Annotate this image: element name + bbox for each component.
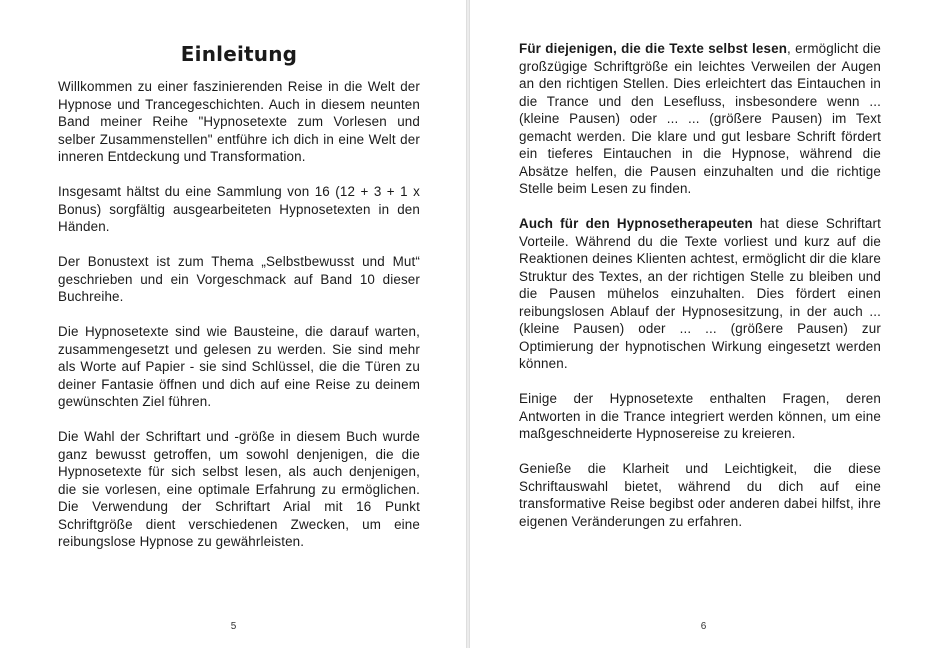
left-page (0, 0, 467, 648)
paragraph-self-readers-text: , ermöglicht die großzügige Schriftgröße ein leichtes Verweilen der Augen an den richtigen Stellen. Dies erleichtert das Eintauchen in die Trance und den Lesefluss, insbesondere wenn ... (kleine Pausen) oder ... ... (größere Pausen) im Text gemacht werden. Die klare und gut lesbare Schrift fördert ein tieferes Eintauchen in die Hypnose, während die Absätze helfen, die Pausen einzuhalten und die richtige Stelle beim Lesen zu finden. (519, 41, 881, 196)
paragraph-therapists-text: hat diese Schriftart Vorteile. Während du die Texte vorliest und kurz auf die Reaktionen deines Klienten achtest, ermöglicht dir die klare Struktur des Textes, an der richtigen Stelle zu bleiben und die Pausen mühelos einzuhalten. Dies fördert einen reibungslosen Ablauf der Hypnosesitzung, in der auch ... (kleine Pausen) oder ... ... (größere Pausen) zur Optimierung der hypnotischen Wirkung eingesetzt werden können. (519, 216, 881, 371)
paragraph-collection: Insgesamt hältst du eine Sammlung von 16 (12 + 3 + 1 x Bonus) sorgfältig ausgearbeiteten Hypnosetexten in den Händen. (58, 184, 420, 234)
left-text-column (58, 0, 420, 568)
page-number-right: 6 (700, 621, 707, 632)
paragraph-building-blocks: Die Hypnosetexte sind wie Bausteine, die darauf warten, zusammengesetzt und gelesen zu werden. Sie sind mehr als Worte auf Papier - sie sind Schlüssel, die die Türen zu deiner Fantasie öffnen und dich auf eine Reise zu deinem gewünschten Ziel führen. (58, 324, 420, 409)
paragraph-self-readers (519, 40, 881, 198)
page-title: Einleitung (180, 42, 298, 66)
paragraph-welcome: Willkommen zu einer faszinierenden Reise in die Welt der Hypnose und Trancegeschichten. Auch in diesem neunten Band meiner Reihe "Hypnosetexte zum Vorlesen und selber Zusammenstellen" entführe ich dich in eine Welt der inneren Entdeckung und Transformation. (58, 79, 420, 164)
paragraph-questions: Einige der Hypnosetexte enthalten Fragen, deren Antworten in die Trance integriert werden können, um eine maßgeschneiderte Hypnosereise zu kreieren. (519, 391, 881, 441)
left-paragraphs (58, 78, 420, 551)
page-number-left: 5 (230, 621, 237, 632)
right-page (470, 0, 937, 648)
paragraph-font-choice: Die Wahl der Schriftart und -größe in diesem Buch wurde ganz bewusst getroffen, um sowohl denjenigen, die die Hypnosetexte für sich selbst lesen, als auch denjenigen, die sie vorlesen, eine optimale Erfahrung zu ermöglichen. Die Verwendung der Schriftart Arial mit 16 Punkt Schriftgröße dient verschiedenen Zwecken, um eine reibungslose Hypnose zu gewährleisten. (58, 429, 420, 549)
paragraph-enjoy: Genieße die Klarheit und Leichtigkeit, die diese Schriftauswahl bietet, während du dich auf eine transformative Reise begibst oder anderen dabei hilfst, ihre eigenen Veränderungen zu erfahren. (519, 461, 881, 529)
paragraph-bonus: Der Bonustext ist zum Thema „Selbstbewusst und Mut“ geschrieben und ein Vorgeschmack auf Band 10 dieser Buchreihe. (58, 254, 420, 304)
right-text-column (519, 0, 881, 548)
bold-lead-self-readers: Für diejenigen, die die Texte selbst lesen (519, 41, 788, 56)
paragraph-therapists (519, 215, 881, 373)
right-paragraphs (519, 40, 881, 530)
bold-lead-therapists: Auch für den Hypnosetherapeuten (519, 216, 753, 231)
